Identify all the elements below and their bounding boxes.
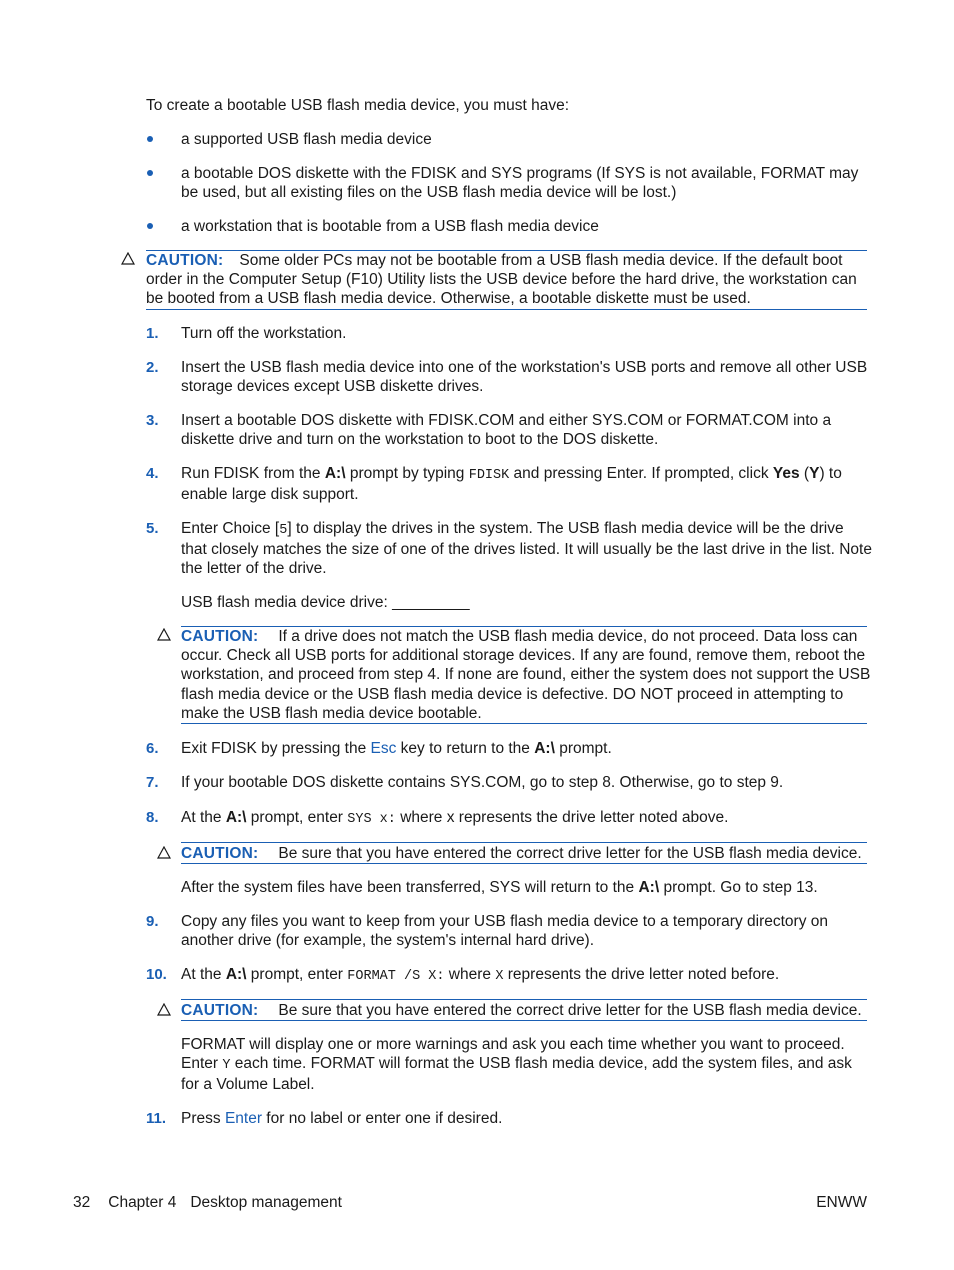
caution-triangle-icon [157, 846, 171, 859]
step-number: 2. [146, 359, 159, 376]
caution-text-cont: flash media device or the USB flash media device is defective. DO NOT proceed in attempting to [181, 686, 844, 703]
caution-triangle-icon [157, 628, 171, 641]
step-number: 10. [146, 966, 167, 983]
enter-key-link[interactable]: Enter [224, 1110, 262, 1127]
caution-label: CAUTION: [146, 252, 224, 269]
intro-text: To create a bootable USB flash media device, you must have: [146, 97, 570, 114]
step-note: FORMAT will display one or more warnings and ask you each time whether you want to proceed. [181, 1036, 845, 1053]
drive-prompt: A:\ [324, 465, 346, 482]
step-number: 9. [146, 913, 159, 930]
step-note-cont: for a Volume Label. [181, 1076, 315, 1093]
caution-text-cont: order in the Computer Setup (F10) Utility lists the USB device before the hard drive, the workstation can [146, 271, 857, 288]
bullet-icon [147, 136, 153, 142]
step-number: 8. [146, 809, 159, 826]
chapter-label: Chapter 4 [108, 1194, 177, 1211]
code-command: FDISK [468, 468, 510, 483]
step-text: At the A:\ prompt, enter FORMAT /S X: where X represents the drive letter noted before. [181, 966, 780, 984]
bullet-item: a bootable DOS diskette with the FDISK and SYS programs (If SYS is not available, FORMAT may [181, 165, 859, 182]
caution-text: CAUTION: Some older PCs may not be bootable from a USB flash media device. If the default boot [146, 252, 843, 269]
step-text: Press Enter for no label or enter one if desired. [181, 1110, 503, 1127]
caution-label: CAUTION: [181, 628, 259, 645]
step-number: 11. [146, 1110, 167, 1127]
code-command: FORMAT /S X: [347, 969, 445, 984]
step-text-cont: that closely matches the size of one of the drives listed. It will usually be the last drive in the list. Note [181, 541, 872, 558]
drive-prompt: A:\ [534, 740, 555, 757]
step-text: Exit FDISK by pressing the Esc key to return to the A:\ prompt. [181, 740, 612, 757]
bullet-item: a supported USB flash media device [181, 131, 432, 148]
step-text: If your bootable DOS diskette contains SYS.COM, go to step 8. Otherwise, go to step 9. [181, 774, 784, 791]
drive-prompt: A:\ [225, 966, 247, 983]
step-text: Copy any files you want to keep from your USB flash media device to a temporary directory on [181, 913, 828, 930]
step-note: After the system files have been transferred, SYS will return to the A:\ prompt. Go to step 13. [181, 879, 818, 896]
caution-label: CAUTION: [181, 1002, 259, 1019]
drive-note: USB flash media device drive: _________ [181, 594, 470, 611]
step-text-cont: storage devices except USB diskette drives. [181, 378, 484, 395]
step-text-cont: diskette drive and turn on the workstation to boot to the DOS diskette. [181, 431, 659, 448]
step-text-cont: another drive (for example, the system's internal hard drive). [181, 932, 595, 949]
step-text: Insert a bootable DOS diskette with FDISK.COM and either SYS.COM or FORMAT.COM into a [181, 412, 832, 429]
bullet-item: a workstation that is bootable from a USB flash media device [181, 218, 599, 235]
step-number: 6. [146, 740, 159, 757]
caution-triangle-icon [157, 1003, 171, 1016]
caution-text-cont: workstation, and proceed from step 4. If none are found, either the system does not support the USB [181, 666, 871, 683]
code-command: SYS x: [347, 812, 396, 827]
step-number: 5. [146, 520, 159, 537]
caution-text: CAUTION: Be sure that you have entered the correct drive letter for the USB flash media device. [181, 845, 862, 862]
page-number: 32 [73, 1194, 91, 1211]
yes-option: Yes [772, 465, 800, 482]
step-text: Enter Choice [5] to display the drives in the system. The USB flash media device will be the drive [181, 520, 844, 538]
caution-text: CAUTION: If a drive does not match the USB flash media device, do not proceed. Data loss can [181, 628, 858, 645]
step-number: 3. [146, 412, 159, 429]
caution-text-cont: be booted from a USB flash media device. Otherwise, a bootable diskette must be used. [146, 290, 751, 307]
caution-text-cont: make the USB flash media device bootable. [181, 705, 482, 722]
drive-prompt: A:\ [225, 809, 247, 826]
caution-text: CAUTION: Be sure that you have entered the correct drive letter for the USB flash media device. [181, 1002, 862, 1019]
step-note-cont: Enter Y each time. FORMAT will format the USB flash media device, add the system files, and ask [181, 1055, 852, 1073]
chapter-title: Desktop management [190, 1194, 342, 1211]
step-number: 7. [146, 774, 159, 791]
step-text: At the A:\ prompt, enter SYS x: where x represents the drive letter noted above. [181, 809, 729, 827]
footer-right: ENWW [816, 1194, 867, 1211]
step-text: Turn off the workstation. [181, 325, 347, 342]
step-text: Insert the USB flash media device into one of the workstation's USB ports and remove all other USB [181, 359, 868, 376]
step-text: Run FDISK from the A:\ prompt by typing FDISK and pressing Enter. If prompted, click Yes (Y) to [181, 465, 842, 483]
esc-key-link[interactable]: Esc [370, 740, 397, 757]
step-text-cont: the letter of the drive. [181, 560, 327, 577]
step-number: 1. [146, 325, 159, 342]
footer-left [73, 1193, 342, 1213]
step-text-cont: enable large disk support. [181, 486, 359, 503]
drive-prompt: A:\ [638, 879, 660, 896]
bullet-icon [147, 170, 153, 176]
caution-triangle-icon [121, 252, 135, 265]
caution-text-cont: occur. Check all USB ports for additional storage devices. If any are found, remove them, reboot the [181, 647, 866, 664]
bullet-icon [147, 223, 153, 229]
caution-label: CAUTION: [181, 845, 259, 862]
bullet-item-cont: be used, but all existing files on the USB flash media device will be lost.) [181, 184, 677, 201]
step-number: 4. [146, 465, 159, 482]
